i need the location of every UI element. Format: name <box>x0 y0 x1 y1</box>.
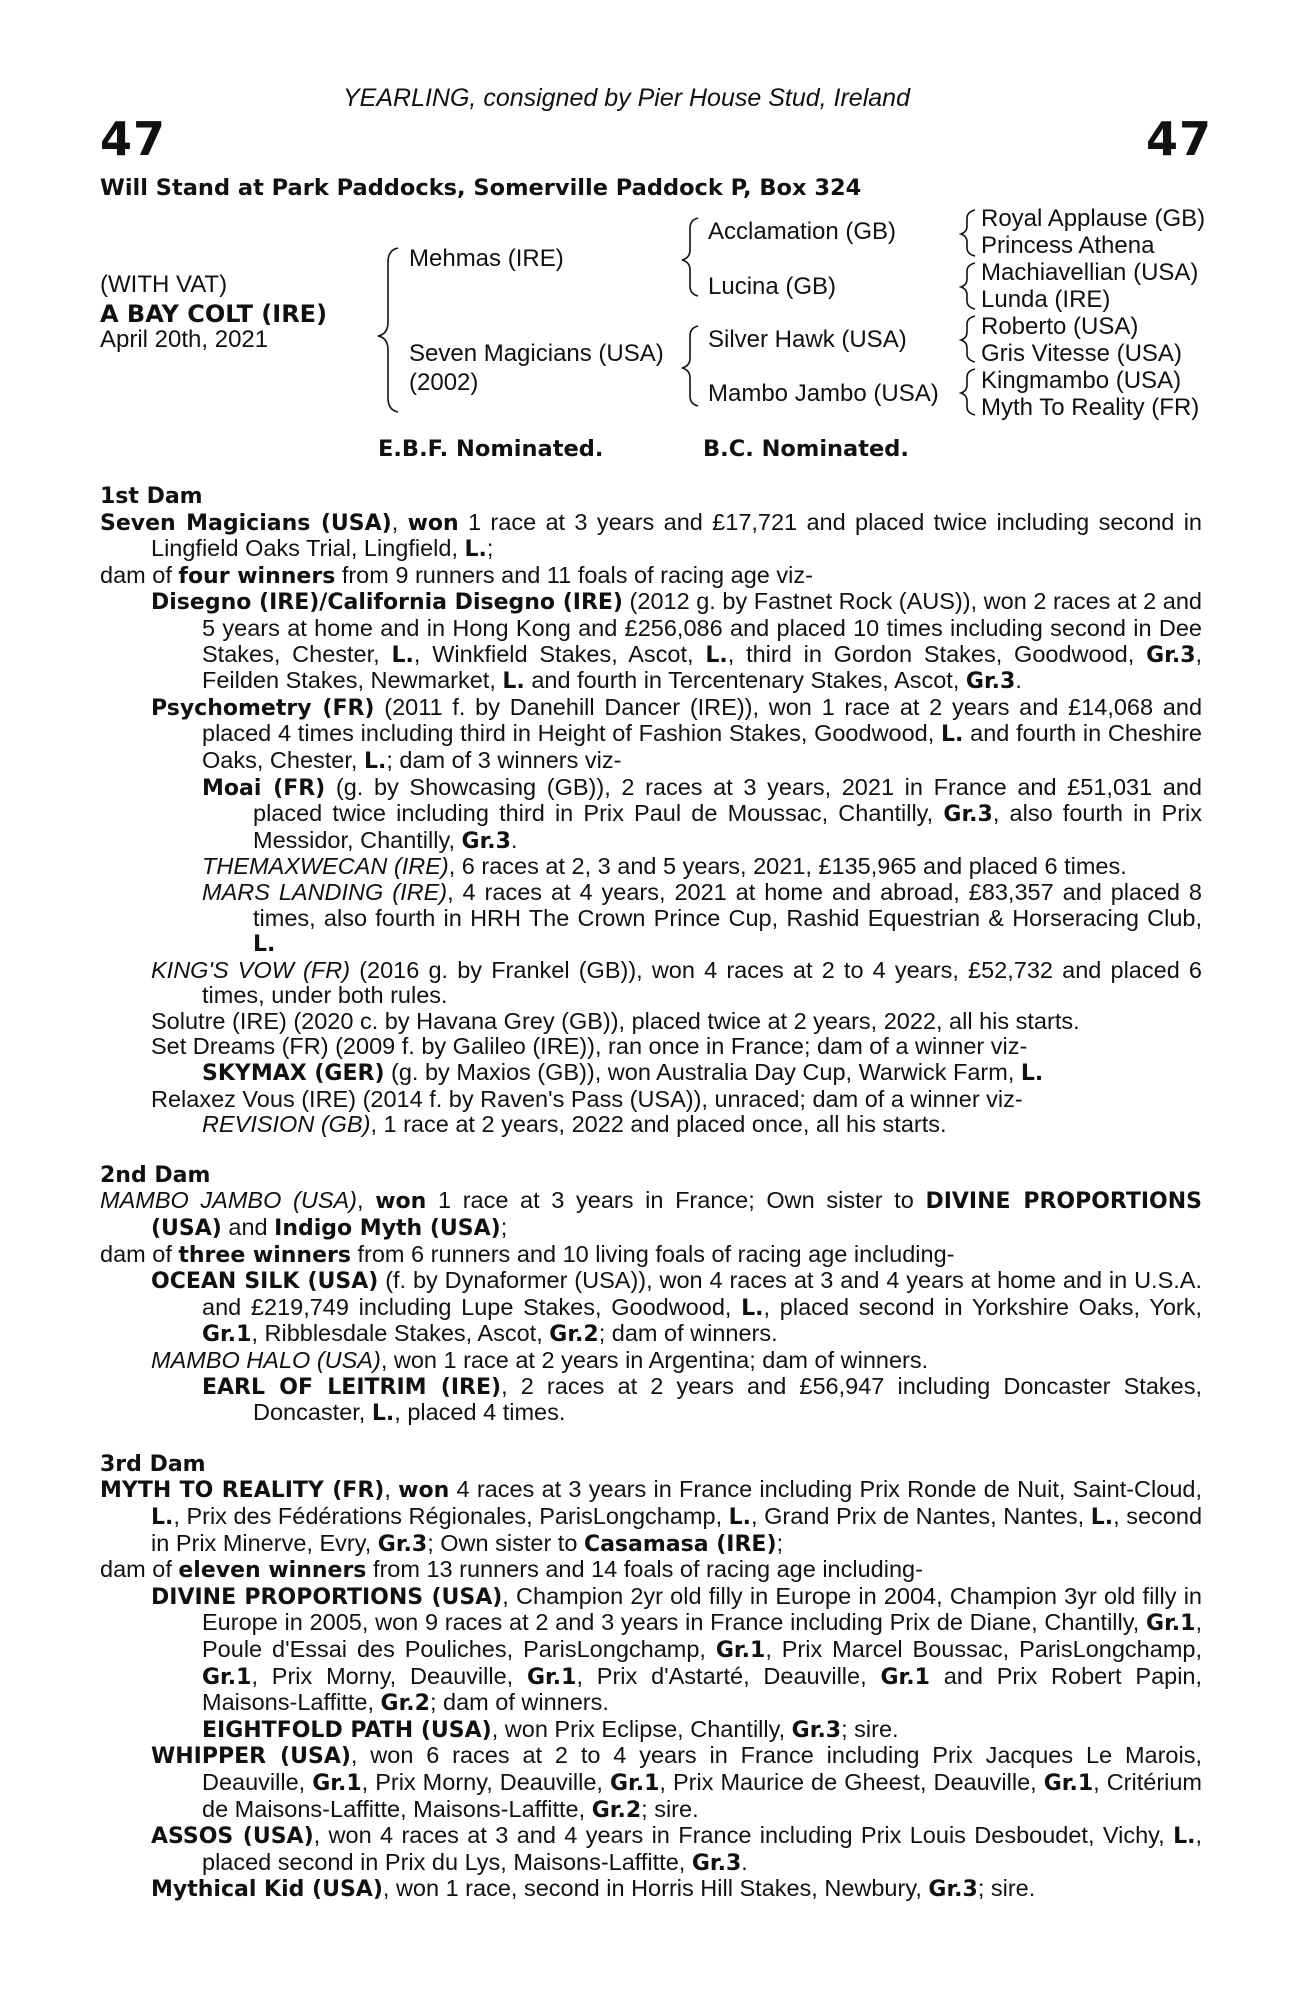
lot-number-left: 47 <box>100 112 167 166</box>
grade: Gr.1 <box>527 1664 577 1690</box>
produce-text: , third in Gordon Stakes, Goodwood, <box>727 640 1135 667</box>
produce-text: (2016 g. by Frankel (GB)), won 4 races at 2 to 4 years, £52,732 and placed 6 times, under both rules. <box>202 956 1202 1009</box>
runners-text: from 13 runners and 14 foals of racing age including- <box>372 1556 923 1583</box>
produce-text: ; sire. <box>641 1795 699 1822</box>
won-bold: won <box>407 510 459 536</box>
produce-text: , placed second in Prix du Lys, Maisons-Laffitte, <box>202 1822 1202 1875</box>
grade: Gr.1 <box>609 1770 660 1796</box>
grade: Gr.3 <box>943 802 993 828</box>
produce-name: OCEAN SILK (USA) <box>151 1269 379 1295</box>
lot-number-right: 47 <box>1146 112 1213 166</box>
produce-text: (2012 g. by Fastnet Rock (AUS)), won 2 races at 2 and 5 years at home and in Hong Kong and £256,086 and placed 10 times including second in Dee Stakes, Chester, <box>202 588 1202 667</box>
sibling-name: Indigo Myth (USA) <box>274 1216 501 1242</box>
grade: Gr.3 <box>691 1850 742 1876</box>
grand-produce-entry <box>100 1112 1202 1138</box>
intro-end: ; <box>486 535 494 562</box>
produce-text: , won Prix Eclipse, Chantilly, <box>491 1715 786 1742</box>
intro-end: ; <box>500 1214 508 1241</box>
g-roberto: Roberto (USA) <box>981 313 1139 340</box>
produce-text: ; dam of winners. <box>598 1320 778 1347</box>
produce-text: , Critérium de Maisons-Laffitte, Maisons-Laffitte, <box>202 1768 1203 1822</box>
produce-text: , Winkfield Stakes, Ascot, <box>413 640 694 667</box>
g-lunda: Lunda (IRE) <box>981 286 1111 313</box>
intro-text: , Prix des Fédérations Régionales, ParisLongchamp, <box>173 1502 723 1529</box>
consignment-line: YEARLING, consigned by Pier House Stud, Ireland <box>343 84 910 112</box>
dam-of-label: dam of <box>100 1240 172 1267</box>
produce-text: , Prix d'Astarté, Deauville, <box>576 1662 867 1689</box>
intro-text: 4 races at 3 years in France including Prix Ronde de Nuit, Saint-Cloud, <box>456 1476 1202 1503</box>
produce-entry <box>100 695 1202 775</box>
intro-text: and <box>228 1214 268 1241</box>
first-dam-section <box>100 484 1202 1138</box>
third-dam-produce-summary <box>100 1557 1202 1584</box>
produce-text: (2011 f. by Danehill Dancer (IRE)), won 1 race at 2 years and £14,068 and placed 4 times including third in Height of Fashion Stakes, Goodwood, <box>202 693 1203 747</box>
first-dam-intro: Seven Magicians (USA), won 1 race at 3 years and £17,721 and placed twice including second in Lingfield Oaks Trial, Lingfield, L.; <box>100 508 1202 563</box>
produce-entry <box>100 1268 1202 1348</box>
g-royal-applause: Royal Applause (GB) <box>981 205 1206 232</box>
intro-text: , Grand Prix de Nantes, Nantes, <box>751 1502 1085 1529</box>
produce-entry <box>100 1009 1202 1035</box>
produce-entry <box>100 1584 1202 1717</box>
produce-text: , Prix Maurice de Gheest, Deauville, <box>659 1768 1037 1795</box>
produce-text: Relaxez Vous (IRE) (2014 f. by Raven's Pass (USA)), unraced; dam of a winner viz- <box>151 1085 1023 1112</box>
horse-name: A BAY COLT (IRE) <box>100 300 328 328</box>
produce-text: , won 1 race, second in Horris Hill Stakes, Newbury, <box>382 1875 922 1902</box>
produce-text: , Champion 2yr old filly in Europe in 2004, Champion 3yr old filly in Europe in 2005, won 9 races at 2 and 3 years in France including Prix de Diane, Chantilly, <box>202 1582 1202 1636</box>
grand-produce-entry <box>100 775 1202 855</box>
produce-name: SKYMAX (GER) <box>202 1061 385 1087</box>
grand-produce-entry <box>100 880 1202 958</box>
brace-acclamation <box>961 210 975 256</box>
ebf-nominated: E.B.F. Nominated. <box>378 436 604 462</box>
g-machiavellian: Machiavellian (USA) <box>981 259 1199 286</box>
produce-text: , Poule d'Essai des Pouliches, ParisLongchamp, <box>202 1609 1202 1662</box>
grade: L. <box>1090 1504 1114 1530</box>
produce-name: EARL OF LEITRIM (IRE) <box>202 1374 502 1400</box>
grade: Gr.3 <box>461 828 511 854</box>
winners-count: four winners <box>178 563 336 589</box>
produce-name: MAMBO HALO (USA) <box>151 1347 381 1373</box>
intro-text: , second in Prix Minerve, Evry, <box>151 1502 1203 1556</box>
grand-produce-entry <box>100 1717 1202 1744</box>
sire-name: Mehmas (IRE) <box>409 245 564 272</box>
sibling-name: Casamasa (IRE) <box>583 1531 777 1557</box>
brace-silverhawk <box>961 316 975 362</box>
grand-produce-entry <box>100 1374 1202 1427</box>
produce-text: , Prix Marcel Boussac, ParisLongchamp, <box>765 1635 1202 1662</box>
produce-text: ; sire. <box>977 1875 1036 1902</box>
produce-text: Solutre (IRE) (2020 c. by Havana Grey (GB)), placed twice at 2 years, 2022, all his starts. <box>151 1007 1080 1034</box>
dam-name: Seven Magicians (USA) <box>409 340 664 367</box>
produce-text: , Ribblesdale Stakes, Ascot, <box>251 1320 543 1347</box>
g-gris-vitesse: Gris Vitesse (USA) <box>981 340 1182 367</box>
produce-text: (g. by Showcasing (GB)), 2 races at 3 years, 2021 in France and £51,031 and placed twice including third in Prix Paul de Moussac, Chantilly, <box>253 773 1203 827</box>
g-princess-athena: Princess Athena <box>981 232 1155 259</box>
grade: L. <box>502 669 525 695</box>
third-dam-intro: MYTH TO REALITY (FR), won 4 races at 3 years in France including Prix Ronde de Nuit, Saint-Cloud, L., Prix des Fédérations Régionales, ParisLongchamp, L., Grand Prix de Nantes, Nantes, L., second in Prix Minerve, Evry, Gr.3; Own sister to Casamasa (IRE); <box>100 1476 1203 1557</box>
produce-text: . <box>510 826 518 853</box>
produce-entry <box>100 1034 1202 1060</box>
produce-text: , Prix Morny, Deauville, <box>251 1662 514 1689</box>
second-dam-heading: 2nd Dam <box>100 1162 211 1188</box>
grade: Gr.2 <box>380 1691 430 1717</box>
produce-entry <box>100 1743 1202 1823</box>
produce-text: , Feilden Stakes, Newmarket, <box>202 640 1203 694</box>
sire-dam: Lucina (GB) <box>708 273 837 300</box>
produce-text: , won 6 races at 2 to 4 years in France including Prix Jacques Le Marois, Deauville, <box>202 1742 1202 1795</box>
first-dam-heading: 1st Dam <box>100 484 203 509</box>
brace-lucina <box>961 263 975 309</box>
grade: L. <box>1020 1061 1044 1087</box>
dam-dam: Mambo Jambo (USA) <box>708 380 939 407</box>
grand-produce-entry <box>100 1060 1202 1087</box>
brace-mambojambo <box>961 369 975 415</box>
dam-of-label: dam of <box>100 1556 172 1583</box>
first-dam-produce-summary <box>100 563 1202 590</box>
produce-text: Set Dreams (FR) (2009 f. by Galileo (IRE)), ran once in France; dam of a winner viz- <box>151 1033 1028 1060</box>
grade: Gr.1 <box>312 1770 362 1796</box>
grade: Gr.3 <box>928 1877 978 1903</box>
dam-name-bold: Seven Magicians (USA) <box>100 510 392 536</box>
grade: Gr.1 <box>1146 1611 1196 1637</box>
grade: L. <box>371 1401 395 1427</box>
second-dam-section <box>100 1163 1202 1427</box>
catalogue-body <box>100 484 1202 1903</box>
second-dam-produce-summary <box>100 1242 1202 1269</box>
produce-name: Psychometry (FR) <box>151 695 375 721</box>
foaling-date: April 20th, 2021 <box>100 326 269 353</box>
produce-name: Moai (FR) <box>202 775 326 801</box>
grade: L. <box>363 748 387 774</box>
produce-text: , won 4 races at 3 and 4 years in France including Prix Louis Desboudet, Vichy, <box>313 1822 1165 1849</box>
grade: L. <box>391 642 414 668</box>
produce-text: , also fourth in Prix Messidor, Chantilly, <box>253 800 1203 853</box>
dam-name-bold: MYTH TO REALITY (FR) <box>100 1478 385 1504</box>
second-dam-intro: MAMBO JAMBO (USA), won 1 race at 3 years in France; Own sister to DIVINE PROPORTIONS (USA) and Indigo Myth (USA); <box>100 1187 1203 1242</box>
produce-text: (g. by Maxios (GB)), won Australia Day Cup, Warwick Farm, <box>391 1059 1015 1086</box>
produce-text: , 4 races at 4 years, 2021 at home and abroad, £83,357 and placed 8 times, also fourth in HRH The Crown Prince Cup, Rashid Equestrian & Horseracing Club, <box>253 878 1202 931</box>
g-myth-to-reality: Myth To Reality (FR) <box>981 394 1200 421</box>
produce-text: , placed 4 times. <box>394 1399 566 1426</box>
dam-name-italic: MAMBO JAMBO (USA) <box>100 1187 358 1214</box>
produce-text: , Prix Morny, Deauville, <box>361 1768 603 1795</box>
grade: Gr.3 <box>1146 642 1196 668</box>
produce-name: Disegno (IRE)/California Disegno (IRE) <box>151 590 623 616</box>
sibling-name: DIVINE PROPORTIONS (USA) <box>151 1189 1203 1242</box>
winners-count: eleven winners <box>178 1558 367 1584</box>
grade: L. <box>253 932 276 958</box>
grade: Gr.1 <box>880 1664 930 1690</box>
won-bold: won <box>398 1478 450 1504</box>
stabling-line: Will Stand at Park Paddocks, Somerville Paddock P, Box 324 <box>100 175 862 201</box>
grade: Gr.1 <box>202 1664 252 1690</box>
produce-text: (f. by Dynaformer (USA)), won 4 races at 3 and 4 years at home and in U.S.A. and £219,749 including Lupe Stakes, Goodwood, <box>202 1267 1202 1320</box>
produce-text: , 2 races at 2 years and £56,947 including Doncaster Stakes, Doncaster, <box>253 1372 1202 1426</box>
produce-text: and fourth in Cheshire Oaks, Chester, <box>202 720 1202 773</box>
produce-name: Mythical Kid (USA) <box>151 1877 383 1903</box>
produce-text: ; sire. <box>841 1715 899 1742</box>
third-dam-heading: 3rd Dam <box>100 1451 206 1477</box>
grade: Gr.3 <box>377 1531 428 1557</box>
produce-name: MARS LANDING (IRE) <box>202 878 448 905</box>
grade: L. <box>941 722 964 748</box>
produce-name: DIVINE PROPORTIONS (USA) <box>151 1584 503 1610</box>
produce-text: . <box>1015 667 1022 694</box>
produce-entry <box>100 1823 1202 1876</box>
produce-entry <box>100 958 1202 1009</box>
intro-text: 1 race at 3 years in France; Own sister to <box>437 1187 914 1214</box>
produce-text: ; dam of winners. <box>429 1689 609 1716</box>
produce-entry <box>100 1876 1202 1903</box>
grand-produce-entry <box>100 854 1202 880</box>
dam-brace <box>682 326 698 406</box>
grade: L. <box>464 537 487 563</box>
sire-brace <box>682 218 698 296</box>
produce-entry <box>100 1087 1202 1113</box>
won-bold: won <box>375 1189 427 1215</box>
produce-text: ; dam of 3 winners viz- <box>386 746 622 773</box>
produce-name: THEMAXWECAN (IRE) <box>202 853 449 880</box>
winners-count: three winners <box>178 1242 351 1268</box>
dam-year: (2002) <box>409 369 479 396</box>
produce-name: ASSOS (USA) <box>151 1824 314 1850</box>
intro-end: ; <box>776 1529 784 1556</box>
grade: Gr.1 <box>715 1637 766 1663</box>
dam-sire: Silver Hawk (USA) <box>708 326 907 353</box>
produce-text: , 6 races at 2, 3 and 5 years, 2021, £135,965 and placed 6 times. <box>448 853 1127 880</box>
produce-name: WHIPPER (USA) <box>151 1744 351 1770</box>
bc-nominated: B.C. Nominated. <box>703 436 909 462</box>
runners-text: from 9 runners and 11 foals of racing age viz- <box>341 561 813 588</box>
produce-text: , won 1 race at 2 years in Argentina; dam of winners. <box>380 1347 929 1373</box>
produce-name: EIGHTFOLD PATH (USA) <box>202 1717 492 1743</box>
grade: L. <box>728 1504 752 1530</box>
produce-text: , 1 race at 2 years, 2022 and placed once, all his starts. <box>370 1111 947 1138</box>
produce-entry <box>100 589 1202 694</box>
produce-name: KING'S VOW (FR) <box>151 956 351 983</box>
sire-sire: Acclamation (GB) <box>708 218 897 245</box>
intro-text: 1 race at 3 years and £17,721 and placed twice including second in Lingfield Oaks Trial, Lingfield, <box>151 508 1202 562</box>
grade: Gr.1 <box>1043 1770 1094 1796</box>
produce-text: and Prix Robert Papin, Maisons-Laffitte, <box>202 1662 1203 1716</box>
vat-note: (WITH VAT) <box>100 271 228 298</box>
produce-entry <box>100 1348 1202 1374</box>
third-dam-section <box>100 1452 1202 1903</box>
g-kingmambo: Kingmambo (USA) <box>981 367 1182 394</box>
intro-text: ; Own sister to <box>427 1529 578 1556</box>
grade: Gr.2 <box>591 1797 642 1823</box>
produce-name: REVISION (GB) <box>202 1111 371 1138</box>
produce-text: , placed second in Yorkshire Oaks, York, <box>763 1293 1202 1320</box>
main-brace <box>378 248 398 412</box>
grade: Gr.3 <box>965 669 1016 695</box>
grade: L. <box>1173 1824 1196 1850</box>
grade: Gr.2 <box>549 1322 599 1348</box>
grade: L. <box>741 1295 764 1321</box>
runners-text: from 6 runners and 10 living foals of racing age including- <box>357 1240 955 1267</box>
grade: L. <box>705 642 728 668</box>
grade: Gr.1 <box>202 1322 252 1348</box>
grade: L. <box>151 1504 174 1530</box>
produce-text: and fourth in Tercentenary Stakes, Ascot, <box>531 667 960 694</box>
dam-of-label: dam of <box>100 561 172 588</box>
grade: Gr.3 <box>791 1717 842 1743</box>
produce-text: . <box>741 1848 748 1875</box>
